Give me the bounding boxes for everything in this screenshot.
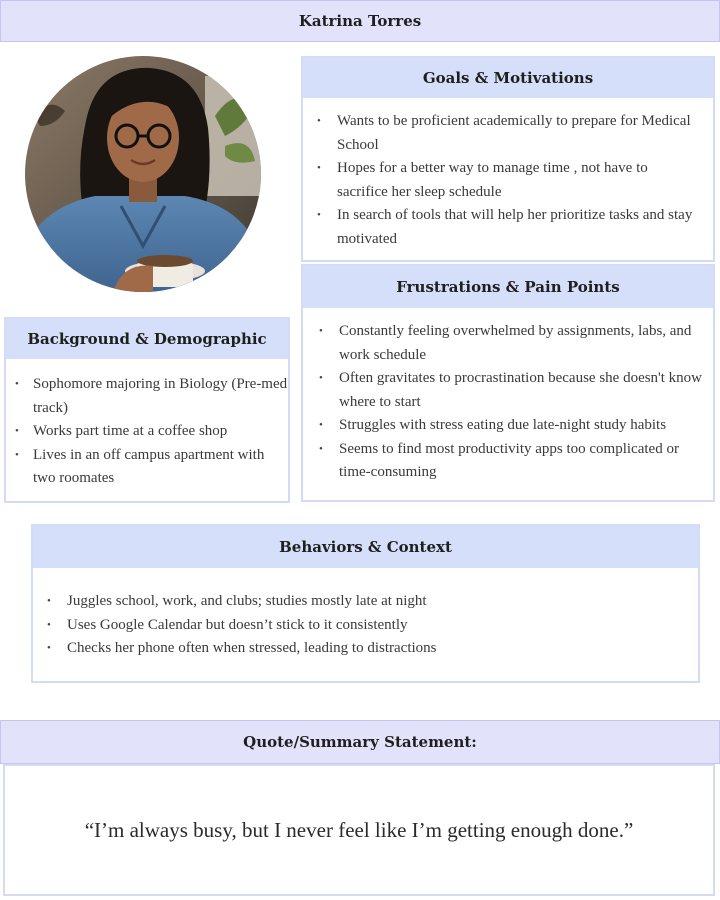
frustrations-list <box>303 308 713 485</box>
frustrations-item: • Constantly feeling overwhelmed by assignments, labs, and work schedule <box>303 320 703 367</box>
background-card <box>4 317 290 503</box>
persona-name: Katrina Torres <box>0 0 720 42</box>
goals-item: • Wants to be proficient academically to prepare for Medical School <box>303 110 701 157</box>
frustrations-heading: Frustrations & Pain Points <box>303 266 713 308</box>
behaviors-list <box>33 568 698 661</box>
quote-text: “I’m always busy, but I never feel like I’m getting enough done.” <box>84 817 634 842</box>
background-list <box>6 359 288 491</box>
background-item: • Lives in an off campus apartment with two roomates <box>6 444 288 491</box>
frustrations-item: • Seems to find most productivity apps too complicated or time-consuming <box>303 438 703 485</box>
quote-box <box>3 764 715 896</box>
persona-photo-illustration <box>25 56 261 292</box>
behaviors-card <box>31 524 700 683</box>
goals-item: • Hopes for a better way to manage time , not have to sacrifice her sleep schedule <box>303 157 701 204</box>
background-item: • Sophomore majoring in Biology (Pre-med track) <box>6 373 288 420</box>
background-heading: Background & Demographic <box>6 319 288 359</box>
background-item: • Works part time at a coffee shop <box>6 420 288 444</box>
frustrations-item: • Often gravitates to procrastination because she doesn't know where to start <box>303 367 703 414</box>
frustrations-card <box>301 264 715 502</box>
goals-heading: Goals & Motivations <box>303 58 713 98</box>
persona-photo <box>25 56 261 292</box>
behaviors-heading: Behaviors & Context <box>33 526 698 568</box>
quote-heading: Quote/Summary Statement: <box>0 720 720 764</box>
goals-card <box>301 56 715 262</box>
behaviors-item: • Checks her phone often when stressed, leading to distractions <box>33 637 698 661</box>
goals-item: • In search of tools that will help her prioritize tasks and stay motivated <box>303 204 701 251</box>
behaviors-item: • Uses Google Calendar but doesn’t stick to it consistently <box>33 614 698 638</box>
frustrations-item: • Struggles with stress eating due late-night study habits <box>303 414 703 438</box>
goals-list <box>303 98 713 251</box>
behaviors-item: • Juggles school, work, and clubs; studies mostly late at night <box>33 590 698 614</box>
